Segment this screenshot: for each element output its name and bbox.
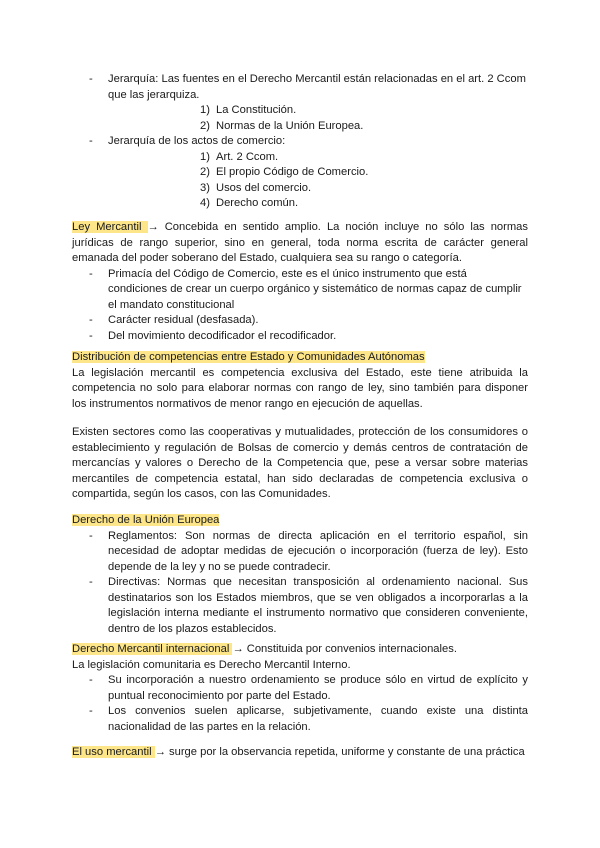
ley-mercantil-paragraph xyxy=(72,220,528,267)
sublist-item-text: El propio Código de Comercio. xyxy=(216,166,369,178)
internacional-section xyxy=(72,642,528,735)
list-item xyxy=(108,134,528,212)
internacional-text: Constituida por convenios internacionales. xyxy=(243,643,457,655)
list-item: - Carácter residual (desfasada). xyxy=(108,313,528,329)
jerarquia-list xyxy=(72,72,528,212)
distribucion-section-2 xyxy=(72,425,528,503)
sublist-item: 3) Usos del comercio. xyxy=(200,181,312,194)
uso-heading: El uso mercantil xyxy=(72,746,155,758)
sublist xyxy=(108,103,528,134)
distribucion-heading: Distribución de competencias entre Estado y Comunidades Autónomas xyxy=(72,351,425,363)
distribucion-paragraph-2: Existen sectores como las cooperativas y mutualidades, protección de los consumidores o establecimiento y regulación de Bolsas de comercio y demás centros de contratación de mercancías y valores o Derecho de la Competencia que, pese a versar sobre materias mercantiles de competencia estatal, han sido declaradas de competencia exclusiva o compartida, según los casos, con las Comunidades. xyxy=(72,426,528,500)
uso-text: surge por la observancia repetida, uniforme y constante de una práctica xyxy=(165,746,525,758)
arrow-icon: → xyxy=(147,221,159,233)
distribucion-section xyxy=(72,350,528,412)
sublist-item-text: La Constitución. xyxy=(216,104,297,116)
list-item xyxy=(108,72,528,134)
list-item: - Directivas: Normas que necesitan transposición al ordenamiento nacional. Sus destinatarios son los Estados miembros, que se ven obligados a incorporarlas a la legislación interna mediante el instrumento normativo que consideren conveniente, dentro de los plazos establecidos. xyxy=(108,575,528,637)
list-item-text: Jerarquía de los actos de comercio: xyxy=(108,135,286,147)
internacional-paragraph: La legislación comunitaria es Derecho Mercantil Interno. xyxy=(72,658,351,671)
arrow-icon: → xyxy=(154,746,166,758)
internacional-heading: Derecho Mercantil internacional xyxy=(72,643,233,655)
sublist-item-text: Usos del comercio. xyxy=(216,181,312,194)
distribucion-paragraph-1: La legislación mercantil es competencia exclusiva del Estado, este tiene atribuida la competencia no solo para elaborar normas con rango de ley, sino también para disponer los instrumentos normativos de menor rango en ejecución de aquellas. xyxy=(72,366,528,410)
jerarquia-section xyxy=(72,72,528,212)
ley-mercantil-heading: Ley Mercantil xyxy=(72,221,148,233)
sublist-item: 4) Derecho común. xyxy=(200,197,299,209)
list-item: - Su incorporación a nuestro ordenamiento se produce sólo en virtud de explícito y puntual reconocimiento por parte del Estado. xyxy=(108,673,528,704)
ley-mercantil-text: Concebida en sentido amplio. La noción incluye no sólo las normas jurídicas de rango superior, sino en general, toda norma escrita de carácter general emanada del poder soberano del Estado, cualquiera sea su rango o categoría. xyxy=(72,221,528,264)
list-item: - Primacía del Código de Comercio, este es el único instrumento que está condiciones de crear un cuerpo orgánico y sistemático de normas capaz de cumplir el mandato constitucional xyxy=(108,267,528,314)
list-item: - Los convenios suelen aplicarse, subjetivamente, cuando existe una distinta nacionalidad de las partes en la relación. xyxy=(108,704,528,735)
ley-mercantil-list xyxy=(72,267,528,345)
sublist-item-text: Art. 2 Ccom. xyxy=(216,150,279,163)
uso-paragraph xyxy=(72,745,528,761)
sublist xyxy=(108,150,528,212)
list-item: - Del movimiento decodificador el recodificador. xyxy=(108,329,528,345)
ue-section xyxy=(72,513,528,637)
ue-list xyxy=(72,529,528,638)
ue-heading: Derecho de la Unión Europea xyxy=(72,514,220,526)
sublist-item-text: Normas de la Unión Europea. xyxy=(216,119,364,132)
ley-mercantil-section xyxy=(72,220,528,344)
internacional-list xyxy=(72,673,528,735)
sublist-item-text: Derecho común. xyxy=(216,197,299,209)
sublist-item: 1) Art. 2 Ccom. xyxy=(200,150,279,163)
uso-section xyxy=(72,745,528,761)
arrow-icon: → xyxy=(232,643,244,655)
list-item: - Reglamentos: Son normas de directa aplicación en el territorio español, sin necesidad de adoptar medidas de ejecución o incorporación (fuerza de ley). Esto depende de la ley y no se puede contradecir. xyxy=(108,529,528,576)
sublist-item: 2) El propio Código de Comercio. xyxy=(200,166,369,178)
sublist-item: 2) Normas de la Unión Europea. xyxy=(200,119,364,132)
sublist-item: 1) La Constitución. xyxy=(200,104,297,116)
list-item-text: Jerarquía: Las fuentes en el Derecho Mercantil están relacionadas en el art. 2 Ccom que las jerarquiza. xyxy=(108,73,526,101)
